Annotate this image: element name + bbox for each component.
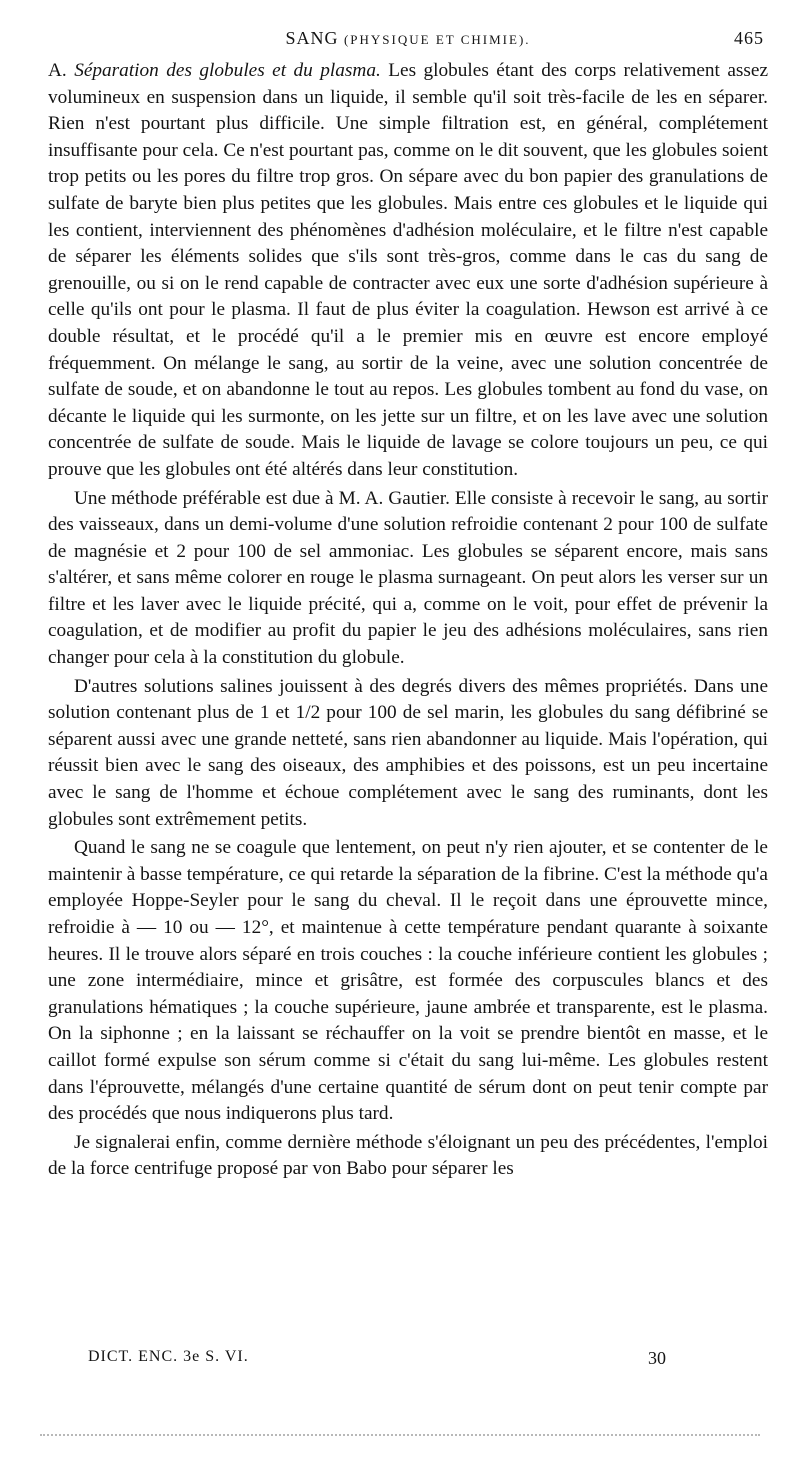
running-title-main: SANG [285,28,339,48]
paragraph-3: D'autres solutions salines jouissent à des degrés divers des mêmes propriétés. Dans une solution contenant plus de 1 et 1/2 pour 100 de sel marin, les globules du sang défibriné se séparent aussi avec une grande netteté, sans rien abandonner au liquide. Mais l'opération, qui réussit bien avec le sang des oiseaux, des amphibies et des poissons, est un peu incertaine avec le sang de l'homme et échoue complétement avec le sang des ruminants, dont les globules sont extrêmement petits. [48,675,768,830]
section-title: Séparation des globules et du plasma. [74,60,381,81]
paragraph-text: Les globules étant des corps relativement assez volumineux en suspension dans un liquide, il semble qu'il soit très-facile de les en séparer. Rien n'est pourtant plus difficile. Une simple filtration est, en général, complétement insuffisante pour cela. Ce n'est pourtant pas, comme on le dit souvent, que les globules soient trop petits ou les pores du filtre trop gros. On sépare avec du bon papier des granulations de sulfate de baryte bien plus petites que les globules. Mais entre ces globules et le liquide qui les contient, interviennent des phénomènes d'adhésion moléculaire, et le filtre n'est capable de séparer les éléments solides que s'ils sont très-gros, comme dans le cas du sang de grenouille, ou si on le rend capable de contracter avec eux une sorte d'adhésion supérieure à celle qu'ils ont pour le plasma. Il faut de plus éviter la coagulation. Hewson est arrivé à ce double résultat, et le procédé qu'il a le premier mis en œuvre est encore employé fréquemment. On mélange le sang, au sortir de la veine, avec une solution concentrée de sulfate de soude, et on abandonne le tout au repos. Les globules tombent au fond du vase, on décante le liquide qui les surmonte, on les jette sur un filtre, et on les lave avec une solution concentrée de sulfate de soude. Mais le liquide de lavage se colore toujours un peu, ce qui prouve que les globules ont été altérés dans leur constitution. [48,60,769,480]
running-head [48,28,768,58]
running-title [48,28,768,49]
signature-number: 30 [648,1348,666,1368]
printer-signature: DICT. ENC. 3e S. VI. [88,1348,249,1365]
section-label: A. [48,60,67,81]
book-page [48,28,768,1428]
paragraph-4: Quand le sang ne se coagule que lentement, on peut n'y rien ajouter, et se contenter de le maintenir à basse température, ce qui retarde la séparation de la fibrine. C'est la méthode qu'a employée Hoppe-Seyler pour le sang du cheval. Il le reçoit dans une éprouvette mince, refroidie à — 10 ou — 12°, et maintenue à cette température pendant quarante à soixante heures. Il le trouve alors séparé en trois couches : la couche inférieure contient les globules ; une zone intermédiaire, mince et grisâtre, est formée des corpuscules blancs et des granulations hématiques ; la couche supérieure, jaune ambrée et transparente, est le plasma. On la siphonne ; en la laissant se réchauffer on la voit se prendre bientôt en masse, et le caillot formé expulse son sérum comme si c'était du sang lui-même. Les globules restent dans l'éprouvette, mélangés d'une certaine quantité de sérum dont on peut tenir compte par des procédés que nous indiquerons plus tard. [48,837,768,1125]
paragraph-5: Je signalerai enfin, comme dernière méthode s'éloignant un peu des précédentes, l'emploi de la force centrifuge proposé par von Babo pour séparer les [48,1131,768,1180]
page-number: 465 [734,28,764,48]
paragraph-2: Une méthode préférable est due à M. A. Gautier. Elle consiste à recevoir le sang, au sortir des vaisseaux, dans un demi-volume d'une solution refroidie contenant 2 pour 100 de sulfate de magnésie et 2 pour 100 de sel ammoniac. Les globules se séparent encore, mais sans s'altérer, et sans même colorer en rouge le plasma surnageant. On peut alors les verser sur un filtre et les laver avec le liquide précité, qui a, comme on le voit, pour effet de prévenir la coagulation, et de modifier au profit du papier le jeu des adhésions moléculaires, sans rien changer pour cela à la constitution du globule. [48,487,768,669]
page-footer [48,1348,768,1376]
paragraph-1 [48,58,768,484]
bottom-edge-marks [40,1434,760,1436]
running-title-sub: (PHYSIQUE ET CHIMIE). [343,32,531,47]
body-text [48,58,768,1183]
